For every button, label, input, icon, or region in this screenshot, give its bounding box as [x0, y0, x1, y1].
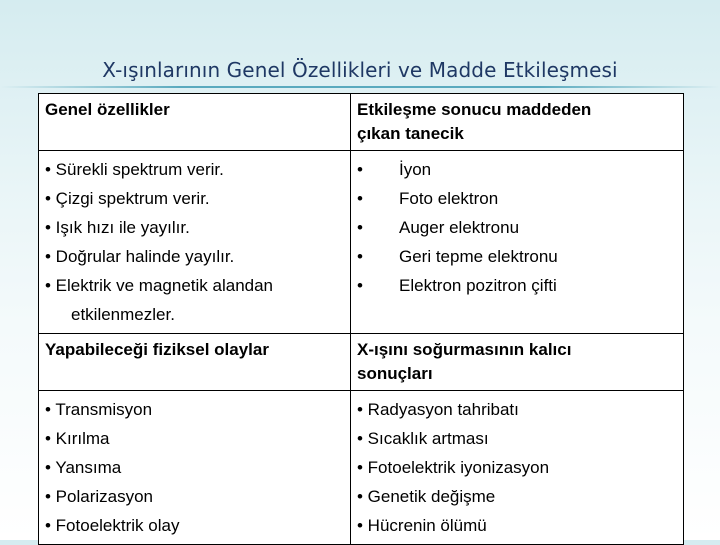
header-permanent-effects [351, 334, 684, 391]
slide-title: X-ışınlarının Genel Özellikleri ve Madde Etkileşmesi [102, 58, 618, 82]
header-physical-events-text: Yapabileceği fiziksel olaylar [45, 340, 269, 359]
title-divider [0, 86, 720, 88]
physical-events-cell [39, 391, 351, 545]
list-item [357, 242, 677, 271]
header-permanent-line1: X-ışını soğurmasının kalıcı [357, 340, 572, 359]
bullet-icon: • [357, 160, 363, 179]
bullet-icon: • [357, 276, 363, 295]
particle-label: Geri tepme elektronu [399, 247, 558, 266]
header-general-properties-text: Genel özellikler [45, 100, 170, 119]
list-item: • Yansıma [45, 458, 122, 477]
list-item: • Elektrik ve magnetik alandan [45, 276, 274, 295]
properties-table [38, 93, 684, 545]
list-item: • Kırılma [45, 429, 110, 448]
bullet-icon: • [357, 218, 363, 237]
table-header-row-1 [39, 94, 684, 151]
particle-label: İyon [399, 160, 432, 179]
table-row [39, 151, 684, 334]
particle-label: Auger elektronu [399, 218, 520, 237]
list-item: • Fotoelektrik olay [45, 516, 180, 535]
header-emitted-line1: Etkileşme sonucu maddeden [357, 100, 592, 119]
table-row [39, 391, 684, 545]
header-emitted-line2: çıkan tanecik [357, 124, 464, 143]
header-emitted-particles [351, 94, 684, 151]
header-physical-events [39, 334, 351, 391]
list-item [357, 271, 677, 300]
list-item [357, 213, 677, 242]
list-item [357, 184, 677, 213]
header-permanent-line2: sonuçları [357, 364, 433, 383]
particle-label: Elektron pozitron çifti [399, 276, 557, 295]
list-item: • Doğrular halinde yayılır. [45, 247, 235, 266]
bullet-icon: • [357, 247, 363, 266]
list-item: • Çizgi spektrum verir. [45, 189, 210, 208]
list-item: • Genetik değişme [357, 487, 496, 506]
bullet-icon: • [357, 189, 363, 208]
list-item: • Hücrenin ölümü [357, 516, 487, 535]
general-properties-cell [39, 151, 351, 334]
header-general-properties [39, 94, 351, 151]
list-item: • Sıcaklık artması [357, 429, 489, 448]
list-item: • Fotoelektrik iyonizasyon [357, 458, 550, 477]
list-item: • Transmisyon [45, 400, 153, 419]
list-item: • Işık hızı ile yayılır. [45, 218, 190, 237]
permanent-effects-cell [351, 391, 684, 545]
list-item: • Sürekli spektrum verir. [45, 160, 224, 179]
table-header-row-2 [39, 334, 684, 391]
emitted-particles-cell [351, 151, 684, 334]
list-item: • Radyasyon tahribatı [357, 400, 519, 419]
list-item: • Polarizasyon [45, 487, 154, 506]
particle-label: Foto elektron [399, 189, 499, 208]
list-item [357, 155, 677, 184]
list-item-continuation: etkilenmezler. [71, 305, 175, 324]
